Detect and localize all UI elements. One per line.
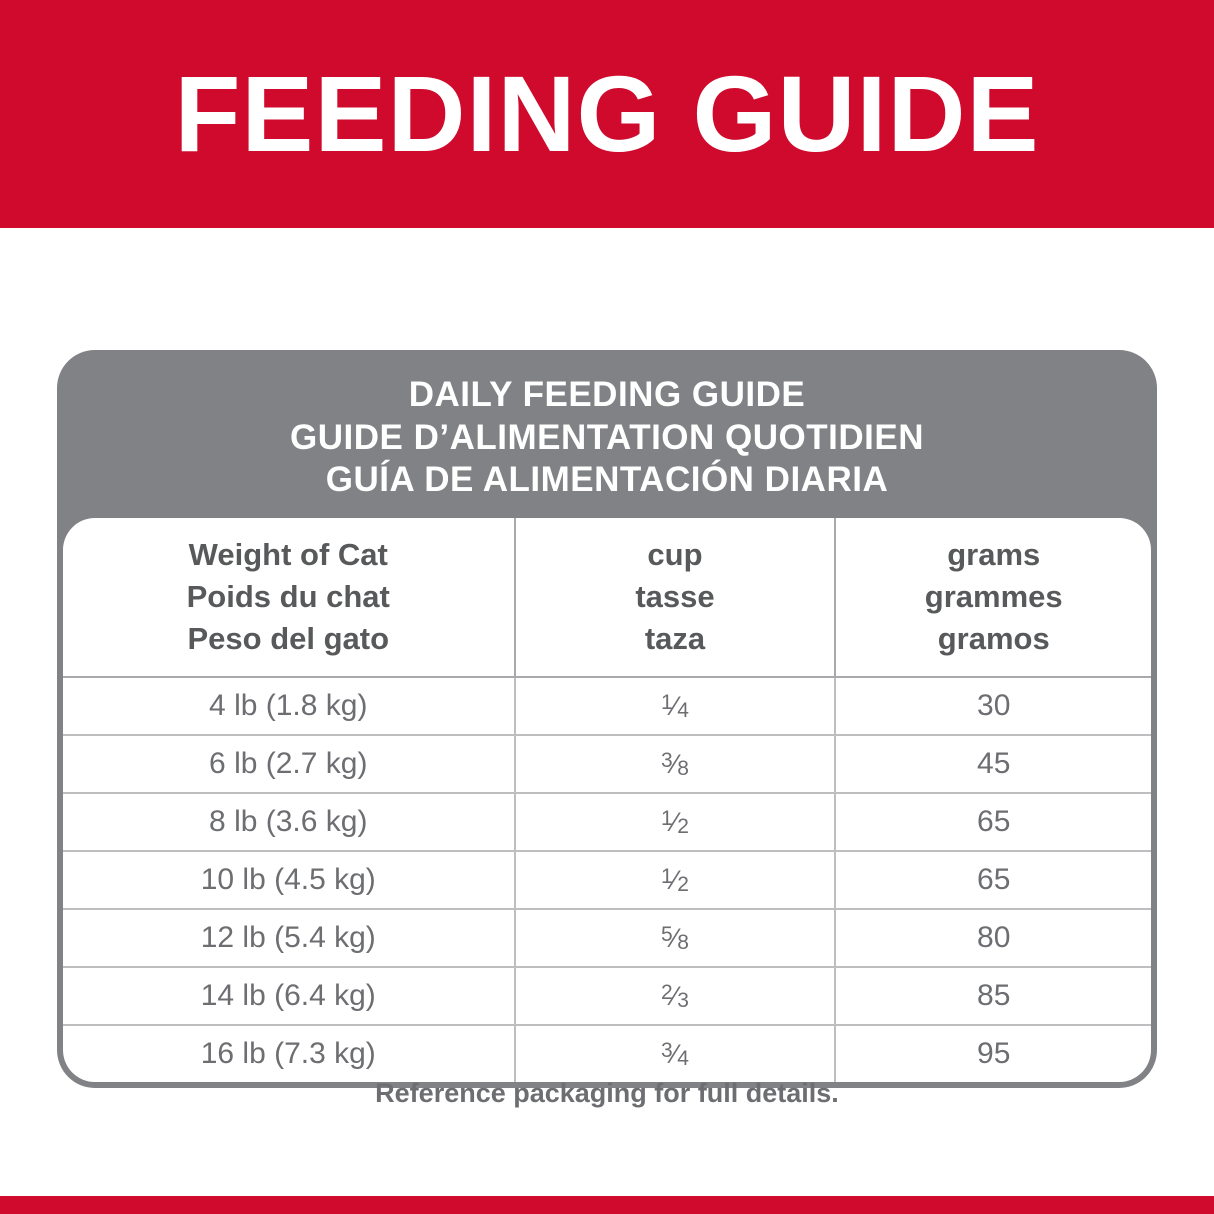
column-header-weight xyxy=(63,518,515,677)
table-row xyxy=(63,967,1151,1025)
header-line-es: GUÍA DE ALIMENTACIÓN DIARIA xyxy=(325,460,889,500)
cell-weight: 6 lb (2.7 kg) xyxy=(63,735,515,793)
cell-grams: 65 xyxy=(835,851,1151,909)
feeding-table xyxy=(63,518,1151,1082)
table-row xyxy=(63,735,1151,793)
table-row xyxy=(63,851,1151,909)
cell-grams: 85 xyxy=(835,967,1151,1025)
column-header-weight-en: Weight of Cat xyxy=(188,537,388,573)
cell-weight: 10 lb (4.5 kg) xyxy=(63,851,515,909)
cell-grams: 95 xyxy=(977,1036,1011,1070)
cell-weight: 16 lb (7.3 kg) xyxy=(63,1025,515,1082)
cup-numerator: 2 xyxy=(661,980,673,1004)
column-header-cup xyxy=(515,518,836,677)
cell-cup: $^1⁄_2$ xyxy=(515,793,836,851)
cup-denominator: 4 xyxy=(677,1046,689,1070)
cup-numerator: 1 xyxy=(661,690,673,714)
feeding-table-card xyxy=(57,350,1157,1088)
cup-numerator: 3 xyxy=(661,1038,673,1062)
cup-numerator: 1 xyxy=(661,806,673,830)
cup-denominator: 2 xyxy=(677,872,689,896)
cell-cup: $^3⁄_8$ xyxy=(515,735,836,793)
cell-weight: 8 lb (3.6 kg) xyxy=(63,793,515,851)
cup-numerator: 1 xyxy=(661,864,673,888)
column-header-grams-es: gramos xyxy=(937,620,1050,656)
cell-grams: 65 xyxy=(835,793,1151,851)
cell-grams: 45 xyxy=(835,735,1151,793)
cell-weight: 4 lb (1.8 kg) xyxy=(63,677,515,735)
cell-cup: $^1⁄_4$ xyxy=(515,677,836,735)
cup-denominator: 8 xyxy=(677,930,689,954)
column-header-cup-es: taza xyxy=(644,620,706,656)
feeding-table-wrapper xyxy=(63,518,1151,1082)
bottom-red-strip xyxy=(0,1196,1214,1214)
column-header-grams-en: grams xyxy=(947,537,1041,573)
cup-denominator: 2 xyxy=(677,814,689,838)
cell-cup: $^5⁄_8$ xyxy=(515,909,836,967)
cup-denominator: 4 xyxy=(677,698,689,722)
column-header-weight-fr: Poids du chat xyxy=(186,578,390,614)
column-header-cup-fr: tasse xyxy=(635,578,715,614)
table-row xyxy=(63,793,1151,851)
feeding-table-header xyxy=(63,356,1151,518)
column-header-grams xyxy=(835,518,1151,677)
cell-cup: $^2⁄_3$ xyxy=(515,967,836,1025)
table-row xyxy=(63,1025,1151,1082)
column-header-cup-en: cup xyxy=(647,537,703,573)
cup-denominator: 8 xyxy=(677,756,689,780)
page-banner xyxy=(0,0,1214,228)
table-row xyxy=(63,909,1151,967)
table-row xyxy=(63,677,1151,735)
cup-numerator: 3 xyxy=(661,748,673,772)
header-line-en: DAILY FEEDING GUIDE xyxy=(408,375,806,414)
cell-cup: $^3⁄_4$ xyxy=(515,1025,836,1082)
cell-grams: 80 xyxy=(835,909,1151,967)
cup-denominator: 3 xyxy=(677,988,689,1012)
cell-weight: 12 lb (5.4 kg) xyxy=(63,909,515,967)
footnote-text: Reference packaging for full details. xyxy=(375,1078,839,1108)
cup-numerator: 5 xyxy=(661,922,673,946)
cell-cup: $^1⁄_2$ xyxy=(515,851,836,909)
header-line-fr: GUIDE D’ALIMENTATION QUOTIDIEN xyxy=(290,417,924,457)
table-header-row xyxy=(63,518,1151,677)
column-header-weight-es: Peso del gato xyxy=(187,620,390,656)
cell-grams: 30 xyxy=(835,677,1151,735)
cell-weight: 14 lb (6.4 kg) xyxy=(63,967,515,1025)
column-header-grams-fr: grammes xyxy=(924,578,1063,614)
page-title: FEEDING GUIDE xyxy=(174,53,1040,174)
